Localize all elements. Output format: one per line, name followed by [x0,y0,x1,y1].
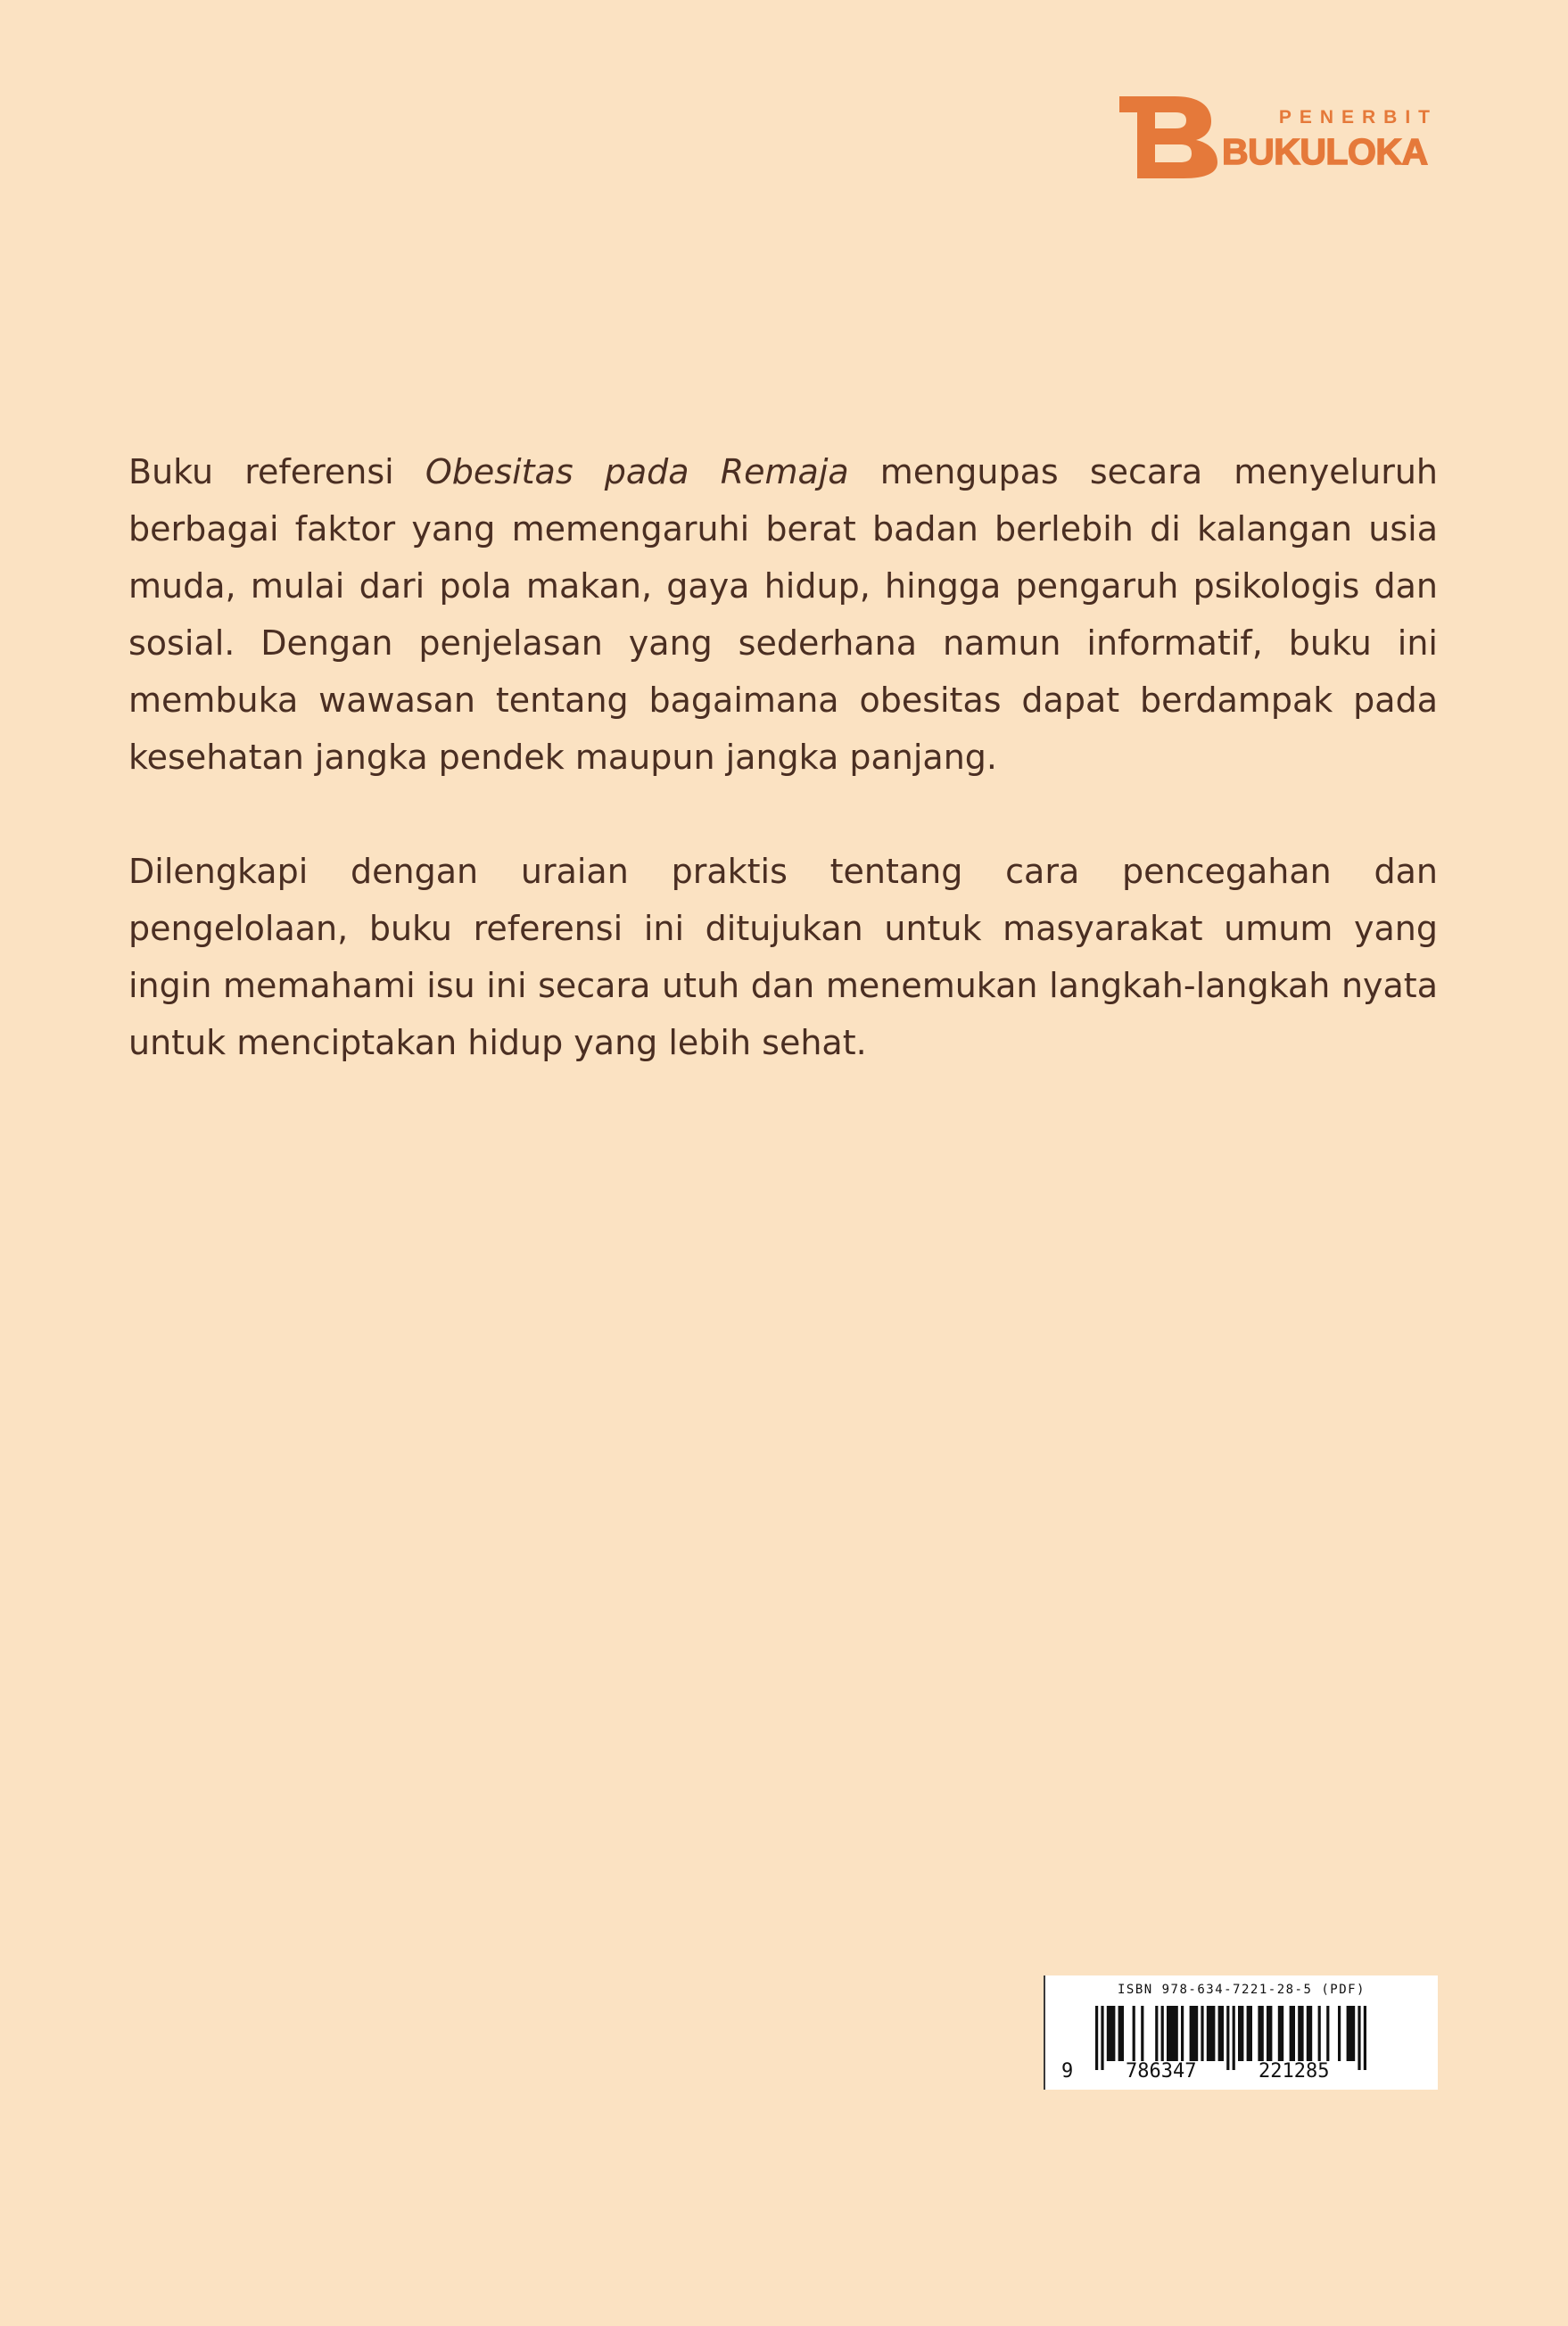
barcode-bar [1267,2006,1272,2061]
barcode-bar [1167,2006,1178,2061]
barcode-bar [1307,2006,1312,2061]
blurb-rest: mengupas secara menyeluruh berbagai faktor yang memengaruhi berat badan berlebih di kalangan usia muda, mulai dari pola makan, gaya hidup, hingga pengaruh psikologis dan sosial. Dengan penjelasan yang sederhana namun informatif, buku ini membuka wawasan tentang bagaimana obesitas dapat berdampak pada kesehatan jangka pendek maupun jangka panjang. [128,452,1439,777]
b-letter-mark-icon [1119,95,1219,178]
book-title: Obesitas pada Remaja [425,452,849,491]
barcode-bar [1258,2006,1263,2061]
publisher-name: BUKULOKA [1222,131,1428,172]
barcode-bar [1141,2006,1143,2061]
barcode-guard-bar [1358,2006,1360,2070]
barcode-bar [1161,2006,1164,2061]
barcode-guard-bar [1095,2006,1098,2070]
barcode-bar [1318,2006,1321,2061]
barcode-bar [1218,2006,1224,2061]
barcode-bar [1278,2006,1283,2061]
isbn-label: ISBN 978-634-7221-28-5 (PDF) [1117,1983,1366,1997]
barcode-bar [1298,2006,1303,2061]
book-blurb [128,443,1438,1071]
barcode-bar [1290,2006,1295,2061]
barcode-bar [1338,2006,1341,2061]
publisher-logo [1119,95,1440,178]
barcode-bar [1118,2006,1124,2061]
barcode-bar [1207,2006,1216,2061]
barcode-bar [1190,2006,1199,2061]
barcode-lead-digit: 9 [1061,2060,1074,2083]
barcode-guard-bar [1364,2006,1366,2070]
barcode-bar [1107,2006,1116,2061]
barcode-bar [1247,2006,1252,2061]
blurb-lead: Buku referensi [128,452,425,491]
blurb-paragraph-2: Dilengkapi dengan uraian praktis tentang cara pencegahan dan pengelolaan, buku referensi ini ditujukan untuk masyarakat umum yang ingin memahami isu ini secara utuh dan menemukan langkah-langkah nyata untuk menciptakan hidup yang lebih sehat. [128,852,1438,1062]
barcode-guard-bar [1233,2006,1235,2070]
publisher-prefix: PENERBIT [1278,107,1438,128]
barcode-bar [1238,2006,1243,2061]
barcode-guard-bar [1101,2006,1103,2070]
barcode-guard-bar [1226,2006,1229,2070]
barcode-bar [1347,2006,1356,2061]
barcode-left-group: 786347 [1126,2060,1197,2083]
barcode-bar [1326,2006,1329,2061]
barcode-bar [1155,2006,1158,2061]
barcode-bar [1181,2006,1184,2061]
barcode-bar [1133,2006,1135,2061]
barcode-bar [1201,2006,1203,2061]
blurb-paragraph-1 [128,443,1438,786]
barcode-right-group: 221285 [1259,2060,1330,2083]
isbn-barcode [1045,1975,1438,2090]
